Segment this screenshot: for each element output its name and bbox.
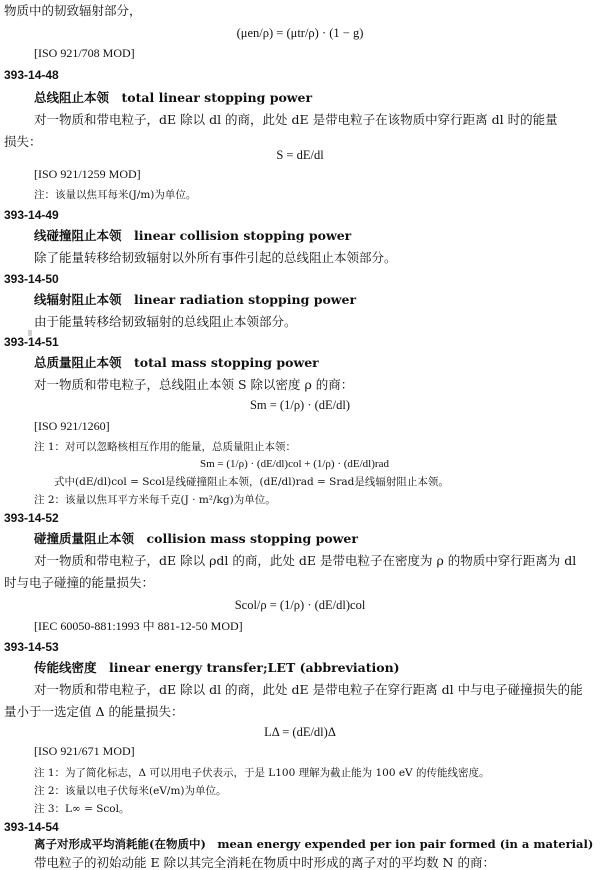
note: 注 2：该量以电子伏每米(eV/m)为单位。 (34, 785, 227, 797)
term-heading: 总质量阻止本领 total mass stopping power (34, 355, 319, 370)
term-heading: 线碰撞阻止本领 linear collision stopping power (34, 228, 352, 243)
term-heading: 离子对形成平均消耗能(在物质中) mean energy expended per ion pair formed (in a material) (34, 837, 594, 851)
equation: LΔ = (dE/dl)Δ (264, 725, 336, 739)
term-heading: 总线阻止本领 total linear stopping power (34, 90, 313, 105)
note: 注 1：对可以忽略核相互作用的能量，总质量阻止本领： (34, 441, 297, 453)
clause-number: 393-14-49 (4, 208, 59, 222)
note: 注 1：为了简化标志，Δ 可以用电子伏表示，于是 L100 理解为截止能为 100 eV 的传能线密度。 (34, 767, 490, 779)
note: 注 3：L∞ = Scol。 (34, 803, 130, 815)
clause-number: 393-14-51 (4, 335, 59, 349)
definition-text: 损失： (4, 134, 42, 149)
clause-number: 393-14-50 (4, 272, 59, 286)
term-heading: 传能线密度 linear energy transfer;LET (abbreviation) (34, 660, 400, 675)
definition-text: 由于能量转移给韧致辐射的总线阻止本领部分。 (34, 314, 297, 329)
clause-number: 393-14-54 (4, 820, 59, 834)
equation: (μen/ρ) = (μtr/ρ) · (1 − g) (236, 26, 364, 40)
definition-text: 对一物质和带电粒子，总线阻止本领 S 除以密度 ρ 的商： (34, 377, 354, 392)
equation: Sm = (1/ρ) · (dE/dl) (249, 398, 351, 412)
reference: [ISO 921/671 MOD] (34, 744, 135, 758)
reference: [ISO 921/1259 MOD] (34, 167, 141, 181)
definition-text: 对一物质和带电粒子，dE 除以 dl 的商，此处 dE 是带电粒子在该物质中穿行距离 dl 时的能量 (34, 112, 558, 127)
clause-number: 393-14-48 (4, 68, 59, 82)
definition-text: 带电粒子的初始动能 E 除以其完全消耗在物质中时形成的离子对的平均数 N 的商： (34, 855, 495, 870)
clause-number: 393-14-52 (4, 511, 59, 525)
equation: Scol/ρ = (1/ρ) · (dE/dl)col (234, 598, 366, 612)
note: 式中(dE/dl)col = Scol是线碰撞阻止本领，(dE/dl)rad = Srad是线辐射阻止本领。 (54, 476, 449, 488)
term-heading: 线辐射阻止本领 linear radiation stopping power (34, 292, 357, 307)
definition-text: 对一物质和带电粒子，dE 除以 dl 的商，此处 dE 是带电粒子在穿行距离 dl 中与电子碰撞损失的能 (34, 682, 583, 697)
text-line: 物质中的韧致辐射部分， (4, 3, 142, 18)
equation: S = dE/dl (276, 148, 324, 162)
definition-text: 除了能量转移给韧致辐射以外所有事件引起的总线阻止本领部分。 (34, 250, 397, 265)
definition-text: 对一物质和带电粒子，dE 除以 ρdl 的商，此处 dE 是带电粒子在密度为 ρ 的物质中穿行距离为 dl (34, 553, 577, 568)
note: 注 2：该量以焦耳平方米每千克(J · m²/kg)为单位。 (34, 494, 276, 506)
equation: Sm = (1/ρ) · (dE/dl)col + (1/ρ) · (dE/dl)rad (200, 458, 389, 470)
clause-number: 393-14-53 (4, 640, 59, 654)
reference: [ISO 921/708 MOD] (34, 46, 135, 60)
definition-text: 时与电子碰撞的能量损失： (4, 575, 155, 590)
term-heading: 碰撞质量阻止本领 collision mass stopping power (34, 531, 358, 546)
note: 注：该量以焦耳每米(J/m)为单位。 (34, 189, 197, 201)
definition-text: 量小于一选定值 Δ 的能量损失： (4, 704, 184, 719)
reference: [ISO 921/1260] (34, 419, 110, 433)
reference: [IEC 60050-881:1993 中 881-12-50 MOD] (34, 619, 243, 633)
